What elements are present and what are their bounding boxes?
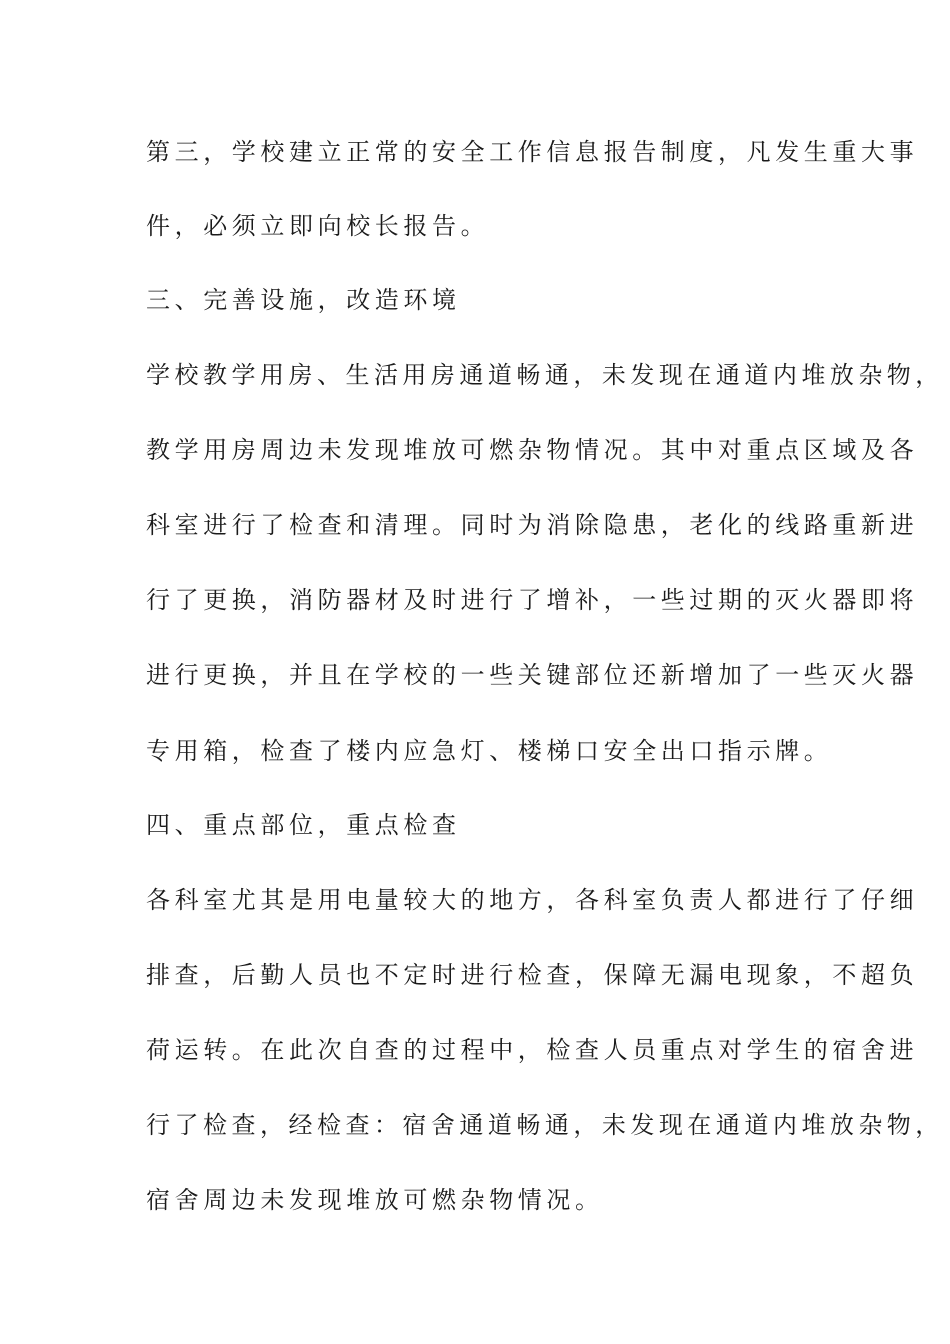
paragraph-line: 荷运转。在此次自查的过程中，检查人员重点对学生的宿舍进 <box>146 1036 919 1064</box>
section-heading: 四、重点部位，重点检查 <box>146 811 461 839</box>
paragraph-line: 行了检查，经检查：宿舍通道畅通，未发现在通道内堆放杂物， <box>146 1111 944 1139</box>
paragraph-line: 宿舍周边未发现堆放可燃杂物情况。 <box>146 1186 604 1214</box>
paragraph-line: 各科室尤其是用电量较大的地方，各科室负责人都进行了仔细 <box>146 886 919 914</box>
paragraph-line: 进行更换，并且在学校的一些关键部位还新增加了一些灭火器 <box>146 661 919 689</box>
paragraph-line: 科室进行了检查和清理。同时为消除隐患，老化的线路重新进 <box>146 511 919 539</box>
paragraph-line: 排查，后勤人员也不定时进行检查，保障无漏电现象，不超负 <box>146 961 919 989</box>
paragraph-line: 教学用房周边未发现堆放可燃杂物情况。其中对重点区域及各 <box>146 436 919 464</box>
section-heading: 三、完善设施，改造环境 <box>146 286 461 314</box>
paragraph-line: 第三，学校建立正常的安全工作信息报告制度，凡发生重大事 <box>146 138 919 166</box>
paragraph-line: 学校教学用房、生活用房通道畅通，未发现在通道内堆放杂物， <box>146 361 944 389</box>
paragraph-line: 件，必须立即向校长报告。 <box>146 212 490 240</box>
paragraph-line: 专用箱，检查了楼内应急灯、楼梯口安全出口指示牌。 <box>146 737 833 765</box>
paragraph-line: 行了更换，消防器材及时进行了增补，一些过期的灭火器即将 <box>146 586 919 614</box>
